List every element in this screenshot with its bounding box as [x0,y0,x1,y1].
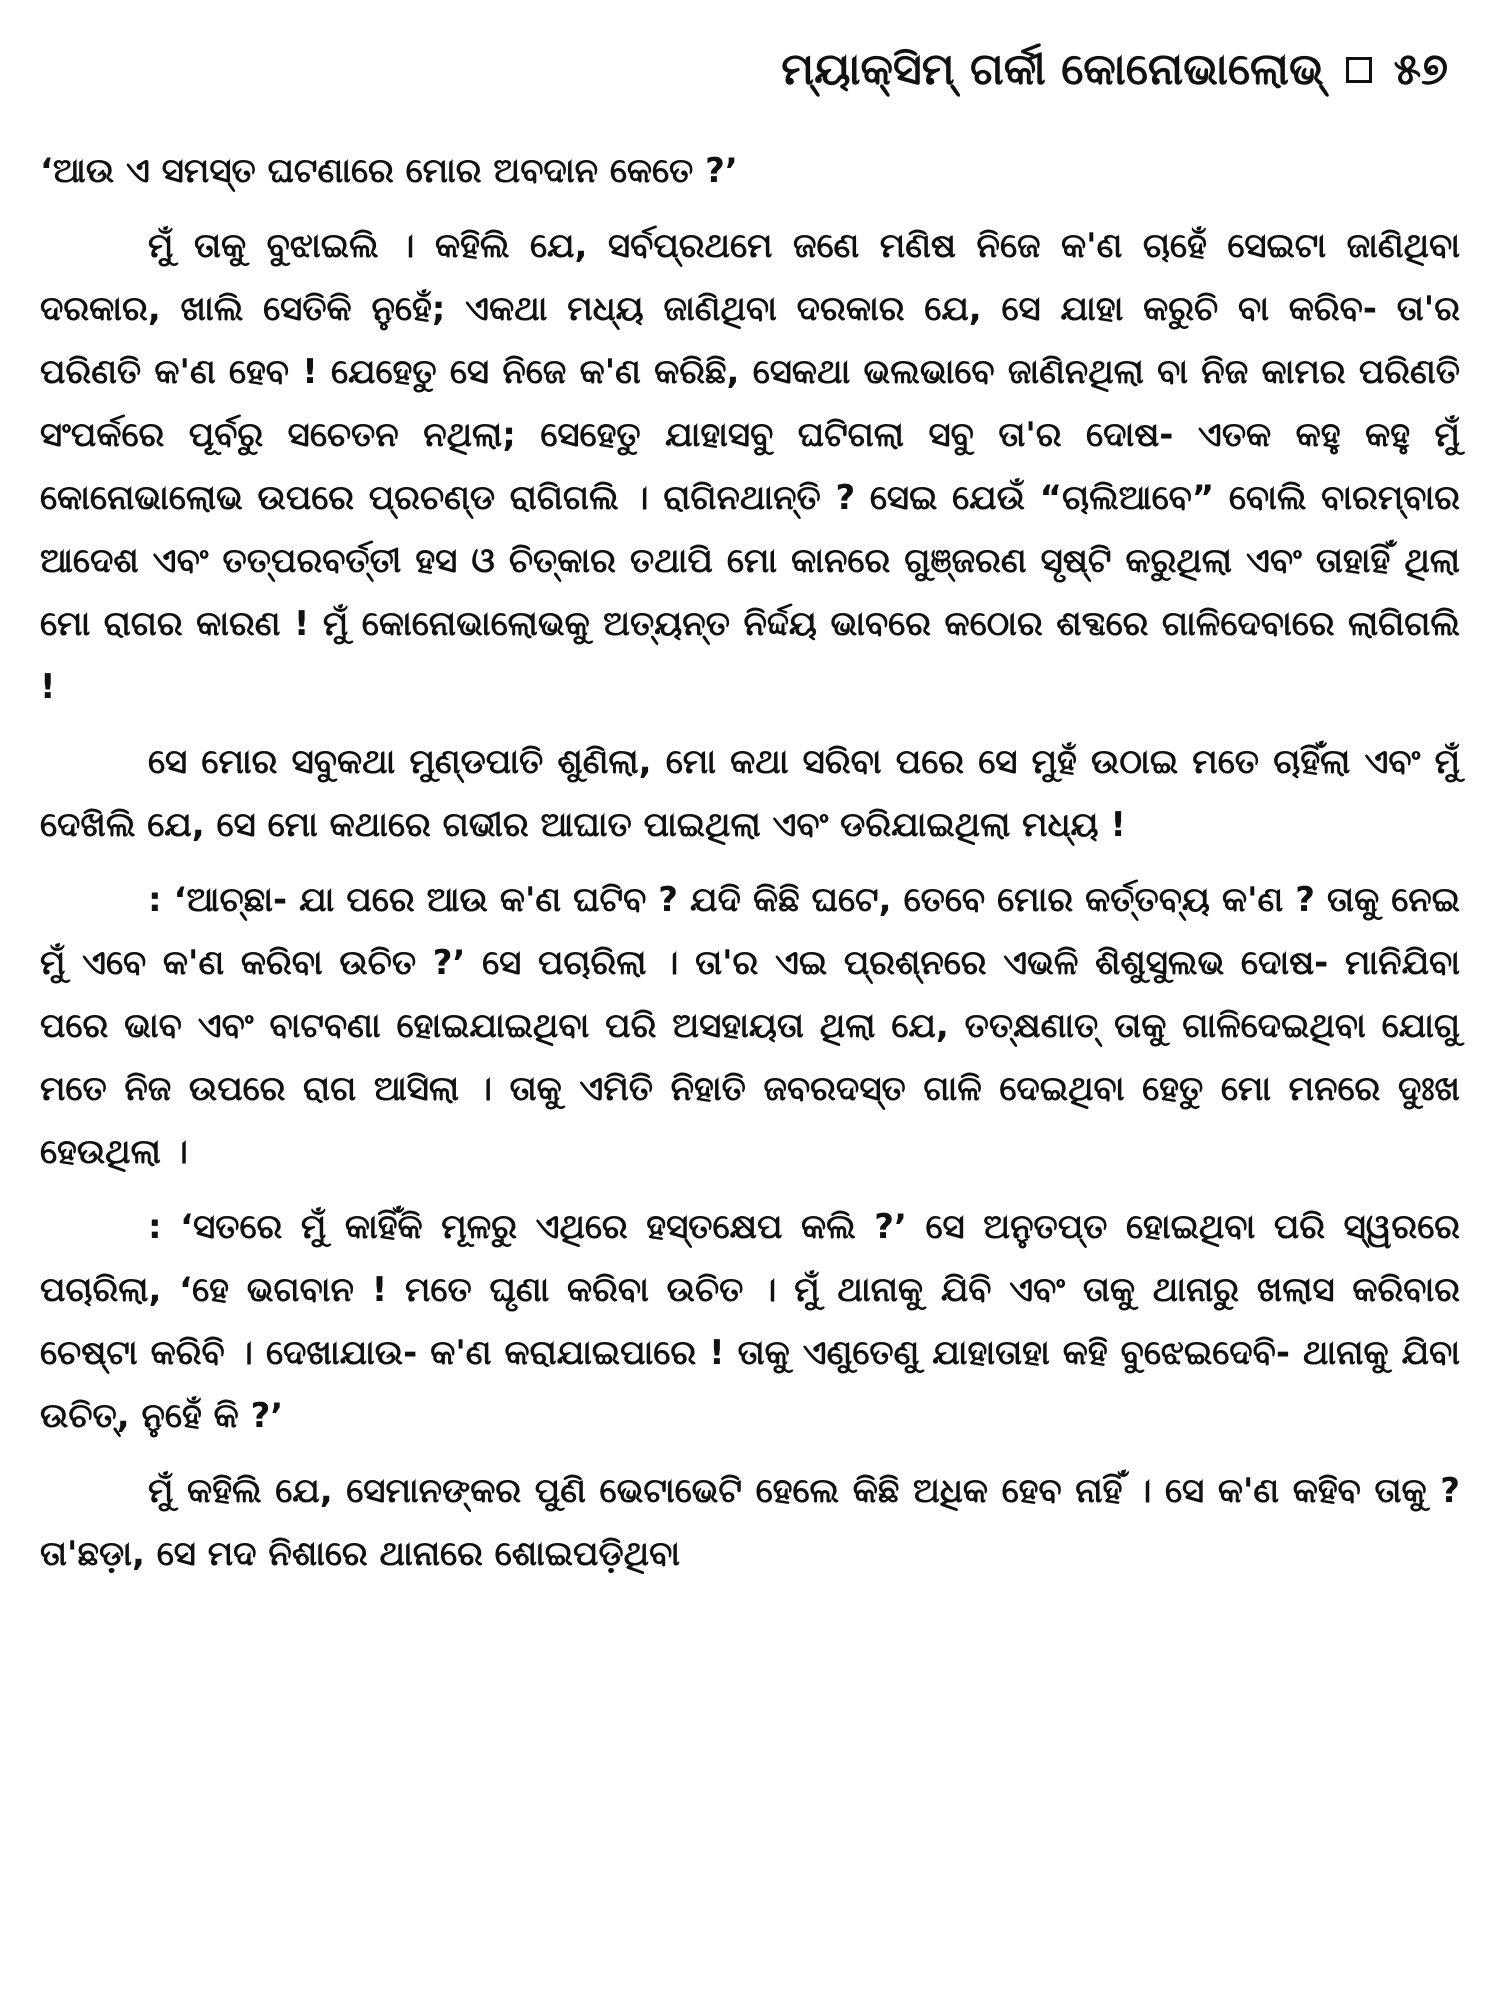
square-ornament-icon [1346,57,1372,83]
running-header [781,44,1448,95]
paragraph: : ‘ଆଚ୍ଛା- ଯା ପରେ ଆଉ କ'ଣ ଘଟିବ ? ଯଦି କିଛି ଘଟେ, ତେବେ ମୋର କର୍ତ୍ତବ୍ୟ କ'ଣ ? ତାକୁ ନେଇ ମୁଁ ଏବେ କ'ଣ କରିବା ଉଚିତ ?’ ସେ ପଚାରିଲା । ତା'ର ଏଇ ପ୍ରଶ୍ନରେ ଏଭଳି ଶିଶୁସୁଲଭ ଦୋଷ- ମାନିଯିବା ପରେ ଭାବ ଏବଂ ବାଟବଣା ହୋଇଯାଇଥିବା ପରି ଅସହାୟତା ଥିଲା ଯେ, ତତ୍‌କ୍ଷଣାତ୍ ତାକୁ ଗାଳିଦେଇଥିବା ଯୋଗୁ ମତେ ନିଜ ଉପରେ ରାଗ ଆସିଲା । ତାକୁ ଏମିତି ନିହାତି ଜବରଦସ୍ତ ଗାଳି ଦେଇଥିବା ହେତୁ ମୋ ମନରେ ଦୁଃଖ ହେଉଥିଲା । [40,880,1460,1172]
page-body [40,140,1460,1598]
page-number: ୫୭ [1393,44,1448,95]
paragraph: ‘ଆଉ ଏ ସମସ୍ତ ଘଟଣାରେ ମୋର ଅବଦାନ କେତେ ?’ [40,151,738,191]
paragraph: ମୁଁ କହିଲି ଯେ, ସେମାନଙ୍କର ପୁଣି ଭେଟାଭେଟି ହେଲେ କିଛି ଅଧିକ ହେବ ନାହିଁ । ସେ କ'ଣ କହିବ ତାକୁ ? ତା'ଛଡ଼ା, ସେ ମଦ ନିଶାରେ ଥାନାରେ ଶୋଇପଡ଼ିଥିବା [40,1471,1460,1574]
paragraph: : ‘ସତରେ ମୁଁ କାହିଁକି ମୂଳରୁ ଏଥିରେ ହସ୍ତକ୍ଷେପ କଲି ?’ ସେ ଅନୁତପ୍ତ ହୋଇଥିବା ପରି ସ୍ୱରରେ ପଚାରିଲା, ‘ହେ ଭଗବାନ ! ମତେ ଘୃଣା କରିବା ଉଚିତ । ମୁଁ ଥାନାକୁ ଯିବି ଏବଂ ତାକୁ ଥାନାରୁ ଖଲାସ କରିବାର ଚେଷ୍ଟା କରିବି । ଦେଖାଯାଉ- କ'ଣ କରାଯାଇପାରେ ! ତାକୁ ଏଣୁତେଣୁ ଯାହାତାହା କହି ବୁଝେଇଦେବି- ଥାନାକୁ ଯିବା ଉଚିତ୍, ନୁହେଁ କି ?’ [40,1207,1460,1436]
paragraph: ମୁଁ ତାକୁ ବୁଝାଇଲି । କହିଲି ଯେ, ସର୍ବପ୍ରଥମେ ଜଣେ ମଣିଷ ନିଜେ କ'ଣ ଚାହେଁ ସେଇଟା ଜାଣିଥିବା ଦରକାର, ଖାଲି ସେତିକି ନୁହେଁ; ଏକଥା ମଧ୍ୟ ଜାଣିଥିବା ଦରକାର ଯେ, ସେ ଯାହା କରୁଚି ବା କରିବ- ତା'ର ପରିଣତି କ'ଣ ହେବ ! ଯେହେତୁ ସେ ନିଜେ କ'ଣ କରିଛି, ସେକଥା ଭଲଭାବେ ଜାଣିନଥିଲା ବା ନିଜ କାମର ପରିଣତି ସଂପର୍କରେ ପୂର୍ବରୁ ସଚେତନ ନଥିଲା; ସେହେତୁ ଯାହାସବୁ ଘଟିଗଲା ସବୁ ତା'ର ଦୋଷ- ଏତକ କହୁ କହୁ ମୁଁ କୋନୋଭାଲୋଭ ଉପରେ ପ୍ରଚଣ୍ଡ ରାଗିଗଲି । ରାଗିନଥାନ୍ତି ? ସେଇ ଯେଉଁ “ଚାଲିଆବେ” ବୋଲି ବାରମ୍ବାର ଆଦେଶ ଏବଂ ତତ୍‌ପରବର୍ତ୍ତୀ ହସ ଓ ଚିତ୍କାର ତଥାପି ମୋ କାନରେ ଗୁଞ୍ଜରଣ ସୃଷ୍ଟି କରୁଥିଲା ଏବଂ ତାହାହିଁ ଥିଲା ମୋ ରାଗର କାରଣ ! ମୁଁ କୋନୋଭାଲୋଭକୁ ଅତ୍ୟନ୍ତ ନିର୍ଦ୍ଦୟ ଭାବରେ କଠୋର ଶବ୍ଦରେ ଗାଳିଦେବାରେ ଲାଗିଗଲି ! [40,226,1460,707]
running-title: ମ୍ୟାକ୍ସିମ୍ ଗର୍କୀ କୋନୋଭାଲୋଭ୍ [781,44,1324,95]
paragraph: ସେ ମୋର ସବୁକଥା ମୁଣ୍ଡପାତି ଶୁଣିଲା, ମୋ କଥା ସରିବା ପରେ ସେ ମୁହଁ ଉଠାଇ ମତେ ଚାହିଁଲା ଏବଂ ମୁଁ ଦେଖିଲି ଯେ, ସେ ମୋ କଥାରେ ଗଭୀର ଆଘାତ ପାଇଥିଲା ଏବଂ ଡରିଯାଇଥିଲା ମଧ୍ୟ ! [40,742,1460,845]
